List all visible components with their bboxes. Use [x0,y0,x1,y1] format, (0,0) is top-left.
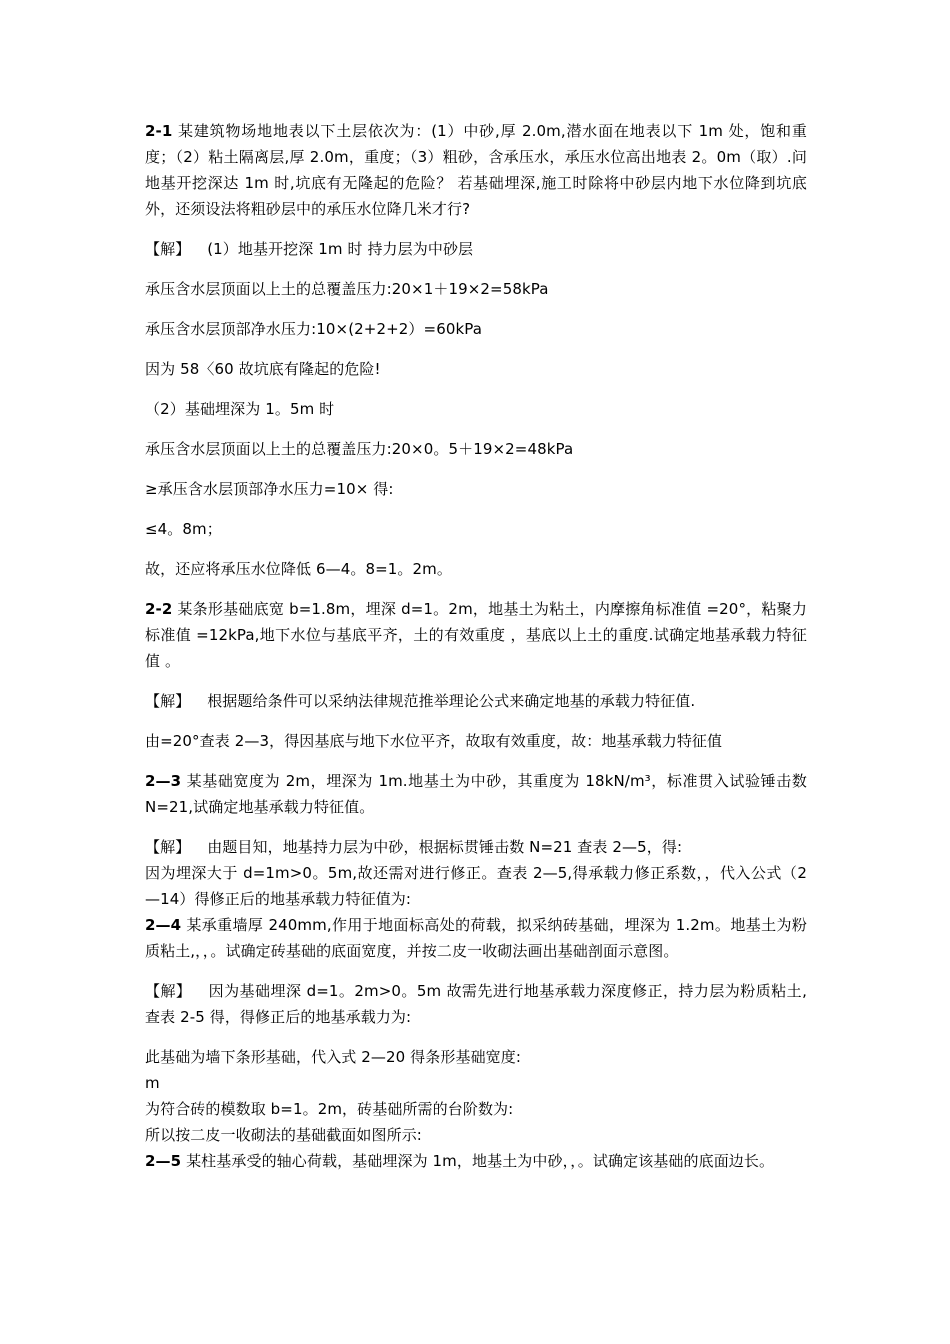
paragraph [145,316,807,342]
paragraph-text: m [145,1074,160,1092]
paragraph-text: ≥承压含水层顶部净水压力=10× 得: [145,480,394,498]
paragraph-text: 某基础宽度为 2m，埋深为 1m.地基土为中砂，其重度为 18kN/m³，标准贯入试验锤击数 N=21,试确定地基承载力特征值。 [145,772,807,816]
paragraph [145,436,807,462]
paragraph [145,834,807,860]
paragraph-text: 某承重墙厚 240mm,作用于地面标高处的荷载，拟采纳砖基础，埋深为 1.2m。地基土为粉质粘土,，，。试确定砖基础的底面宽度，并按二皮一收砌法画出基础剖面示意图。 [145,916,807,960]
paragraph [145,912,807,964]
paragraph-text: 根据题给条件可以采纳法律规范推举理论公式来确定地基的承载力特征值. [207,692,696,710]
paragraph [145,556,807,582]
paragraph-text: 由=20°查表 2—3，得因基底与地下水位平齐，故取有效重度，故：地基承载力特征值 [145,732,723,750]
paragraph [145,1122,807,1148]
solution-label: 【解】 [145,838,191,856]
paragraph-text: 因为埋深大于 d=1m>0。5m,故还需对进行修正。查表 2—5,得承载力修正系数，，代入公式（2—14）得修正后的地基承载力特征值为: [145,864,807,908]
paragraph-text: 承压含水层顶面以上土的总覆盖压力:20×0。5＋19×2=48kPa [145,440,574,458]
problem-number: 2—5 [145,1152,182,1170]
paragraph [145,118,807,222]
paragraph-text: （2）基础埋深为 1。5m 时 [145,400,335,418]
document-body [145,118,807,1188]
paragraph-text: 某条形基础底宽 b=1.8m，埋深 d=1。2m，地基土为粘土，内摩擦角标准值 =20°，粘聚力标准值 =12kPa,地下水位与基底平齐，土的有效重度 ，基底以上土的重度.试确定地基承载力特征值 。 [145,600,808,670]
solution-label: 【解】 [145,982,192,1000]
paragraph-text: 某柱基承受的轴心荷载，基础埋深为 1m，地基土为中砂，，。试确定该基础的底面边长。 [186,1152,775,1170]
paragraph [145,728,807,754]
paragraph-text: 承压含水层顶部净水压力:10×(2+2+2）=60kPa [145,320,483,338]
solution-label: 【解】 [145,692,191,710]
paragraph-text: 某建筑物场地地表以下土层依次为：(1）中砂,厚 2.0m,潜水面在地表以下 1m 处，饱和重度；（2）粘土隔离层,厚 2.0m，重度；（3）粗砂，含承压水，承压水位高出地表 2。0m（取）.问地基开挖深达 1m 时,坑底有无隆起的危险？ 若基础埋深,施工时除将中砂层内地下水位降到坑底外，还须设法将粗砂层中的承压水位降几米才行? [145,122,807,218]
paragraph-text: 故，还应将承压水位降低 6—4。8=1。2m。 [145,560,452,578]
paragraph-text: 此基础为墙下条形基础，代入式 2—20 得条形基础宽度: [145,1048,522,1066]
paragraph [145,596,807,674]
paragraph [145,978,807,1030]
paragraph [145,396,807,422]
paragraph-text: (1）地基开挖深 1m 时 持力层为中砂层 [207,240,474,258]
paragraph [145,1096,807,1122]
paragraph-text: 由题目知，地基持力层为中砂，根据标贯锤击数 N=21 查表 2—5，得: [207,838,683,856]
paragraph [145,276,807,302]
problem-number: 2—3 [145,772,182,790]
paragraph-text: 因为 58〈60 故坑底有隆起的危险! [145,360,381,378]
problem-number: 2-1 [145,122,173,140]
paragraph [145,356,807,382]
paragraph-text: 所以按二皮一收砌法的基础截面如图所示: [145,1126,422,1144]
paragraph [145,860,807,912]
paragraph [145,688,807,714]
paragraph-text: 承压含水层顶面以上土的总覆盖压力:20×1＋19×2=58kPa [145,280,549,298]
paragraph [145,236,807,262]
paragraph [145,516,807,542]
problem-number: 2-2 [145,600,173,618]
paragraph-text: 为符合砖的模数取 b=1。2m，砖基础所需的台阶数为: [145,1100,514,1118]
paragraph [145,476,807,502]
paragraph [145,1148,807,1174]
paragraph [145,1044,807,1070]
paragraph [145,1070,807,1096]
paragraph-text: ≤4。8m； [145,520,222,538]
problem-number: 2—4 [145,916,182,934]
solution-label: 【解】 [145,240,191,258]
paragraph-text: 因为基础埋深 d=1。2m>0。5m 故需先进行地基承载力深度修正，持力层为粉质粘土,查表 2-5 得，得修正后的地基承载力为: [145,982,807,1026]
paragraph [145,768,807,820]
